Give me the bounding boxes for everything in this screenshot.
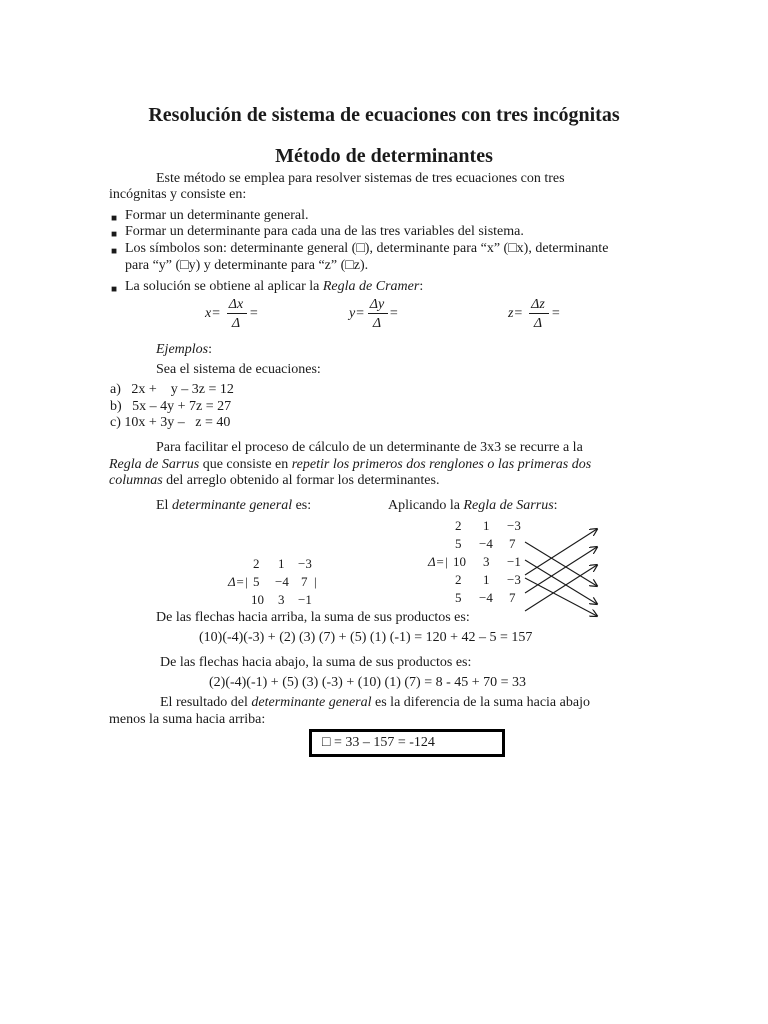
cramer-z-num: Δz xyxy=(531,297,545,312)
aplicando-label: Aplicando la Regla de Sarrus: xyxy=(388,498,558,513)
sarrus-line-1: Para facilitar el proceso de cálculo de un determinante de 3x3 se recurre a la xyxy=(156,440,583,455)
upward-calc: (10)(-4)(-3) + (2) (3) (7) + (5) (1) (-1) = 120 + 42 – 5 = 157 xyxy=(199,630,533,645)
matrix-cell: −4 xyxy=(275,574,289,589)
arrow-up-2 xyxy=(525,547,597,593)
matrix-general-label: Δ=| xyxy=(228,574,248,589)
result-line-1: El resultado del determinante general es la diferencia de la suma hacia abajo xyxy=(160,695,590,710)
bullet-marker: ■ xyxy=(111,246,118,257)
matrix-cell: 10 xyxy=(453,554,466,569)
cramer-x-num: Δx xyxy=(228,297,244,312)
det-general-label: El determinante general es: xyxy=(156,498,312,513)
cramer-y-lhs: y= xyxy=(349,306,365,321)
page-title: Resolución de sistema de ecuaciones con tres incógnitas xyxy=(148,104,620,126)
arrow-up-3 xyxy=(525,565,597,611)
bullet-2: Formar un determinante para cada una de las tres variables del sistema. xyxy=(125,224,524,239)
downward-calc: (2)(-4)(-1) + (5) (3) (-3) + (10) (1) (7) = 8 - 45 + 70 = 33 xyxy=(209,675,527,690)
sarrus-arrows-diagram xyxy=(505,520,615,620)
intro-line-1: Este método se emplea para resolver sistemas de tres ecuaciones con tres xyxy=(156,171,565,186)
cramer-y-eq: = xyxy=(389,306,399,321)
matrix-cell: 2 xyxy=(455,518,462,533)
system-intro: Sea el sistema de ecuaciones: xyxy=(156,362,321,377)
intro-line-2: incógnitas y consiste en: xyxy=(109,187,247,202)
equation-b: b) 5x – 4y + 7z = 27 xyxy=(110,399,232,414)
bullet-4: La solución se obtiene al aplicar la Regla de Cramer: xyxy=(125,279,424,294)
matrix-cell: −4 xyxy=(479,590,493,605)
downward-text: De las flechas hacia abajo, la suma de sus productos es: xyxy=(160,655,472,670)
matrix-cell: 1 xyxy=(483,572,490,587)
bullet-marker: ■ xyxy=(111,213,118,224)
bullet-marker: ■ xyxy=(111,229,118,240)
cramer-x-den: Δ xyxy=(231,316,241,331)
result-line-2: menos la suma hacia arriba: xyxy=(109,712,266,727)
matrix-general-close: | xyxy=(314,574,317,589)
matrix-cell: −3 xyxy=(298,556,312,571)
matrix-cell: 3 xyxy=(483,554,490,569)
matrix-cell: 5 xyxy=(455,536,462,551)
equation-c: c) 10x + 3y – z = 40 xyxy=(110,415,231,430)
matrix-cell: 3 xyxy=(278,592,285,607)
cramer-y-num: Δy xyxy=(369,297,385,312)
matrix-cell: 1 xyxy=(483,518,490,533)
matrix-cell: 5 xyxy=(253,574,260,589)
matrix-cell: 7 xyxy=(301,574,308,589)
matrix-cell: 10 xyxy=(251,592,264,607)
sarrus-line-3: columnas del arreglo obtenido al formar los determinantes. xyxy=(109,473,440,488)
bullet-1: Formar un determinante general. xyxy=(125,208,309,223)
equation-a: a) 2x + y – 3z = 12 xyxy=(110,382,234,397)
matrix-cell: −4 xyxy=(479,536,493,551)
sarrus-line-2: Regla de Sarrus que consiste en repetir los primeros dos renglones o las primeras dos xyxy=(109,457,592,472)
bullet-marker: ■ xyxy=(111,284,118,295)
matrix-cell: 7 xyxy=(509,536,516,551)
bullet-3-line-1: Los símbolos son: determinante general (□), determinante para “x” (□x), determinante xyxy=(125,241,609,256)
matrix-cell: −1 xyxy=(298,592,312,607)
cramer-x-eq: = xyxy=(249,306,259,321)
arrow-down-1 xyxy=(525,542,597,586)
section-subtitle: Método de determinantes xyxy=(275,145,493,167)
cramer-z-den: Δ xyxy=(533,316,543,331)
bullet-3-line-2: para “y” (□y) y determinante para “z” (□z). xyxy=(125,258,369,273)
matrix-cell: 2 xyxy=(253,556,260,571)
matrix-cell: 7 xyxy=(509,590,516,605)
matrix-cell: 2 xyxy=(455,572,462,587)
matrix-cell: 1 xyxy=(278,556,285,571)
matrix-cell: 5 xyxy=(455,590,462,605)
result-box: □ = 33 – 157 = -124 xyxy=(309,729,505,757)
upward-text: De las flechas hacia arriba, la suma de sus productos es: xyxy=(156,610,470,625)
cramer-z-lhs: z= xyxy=(508,306,523,321)
examples-label: Ejemplos: xyxy=(156,342,212,357)
matrix-cell: −3 xyxy=(507,572,521,587)
cramer-y-den: Δ xyxy=(372,316,382,331)
cramer-z-eq: = xyxy=(551,306,561,321)
matrix-sarrus-label: Δ=| xyxy=(428,554,448,569)
matrix-cell: −1 xyxy=(507,554,521,569)
arrow-up-1 xyxy=(525,529,597,575)
cramer-x-lhs: x= xyxy=(205,306,221,321)
matrix-cell: −3 xyxy=(507,518,521,533)
